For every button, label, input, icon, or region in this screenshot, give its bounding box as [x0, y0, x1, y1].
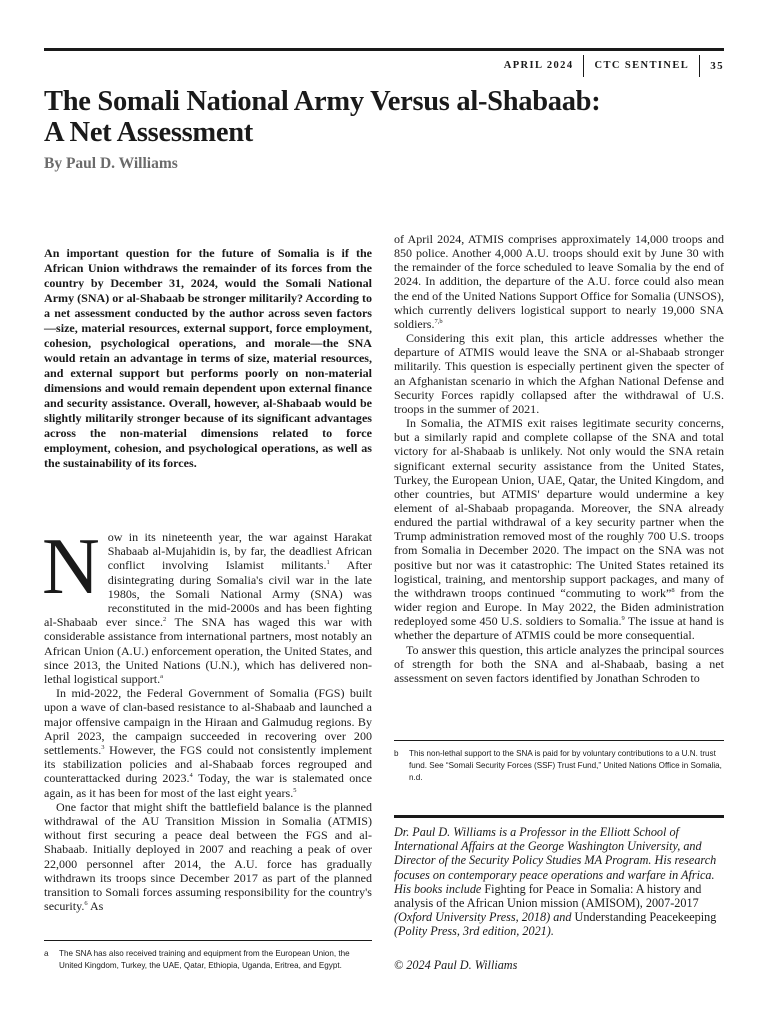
bio-text: (Polity Press, 3rd edition, 2021). [394, 924, 554, 939]
text-run: of April 2024, ATMIS comprises approximately 14,000 troops and 850 police. Another 4,000 A.U. troops should exit by June 30 with the remainder of the force scheduled to leave Somalia by the end of 2024. In addition, the departure of the A.U. force could also mean the end of the United Nations Support Office for Somalia (UNSOS), which currently delivers logistical support to nearly 19,000 SNA soldiers. [394, 232, 725, 331]
endnote-ref[interactable]: 5 [293, 786, 297, 794]
body-paragraph [394, 232, 724, 331]
text-run: The issue at hand is whether the departure of ATMIS could be more consequential. [394, 614, 724, 643]
right-column [394, 232, 724, 685]
publication-name: CTC SENTINEL [594, 60, 690, 71]
abstract: An important question for the future of Somalia is if the African Union withdraws the remainder of its forces from the country by December 31, 2024, would the Somali National Army (SNA) or al-Shabaab be stronger militarily? According to a net assessment conducted by the author across seven factors—size, material resources, external support, force employment, cohesion, psychological operations, and morale—the SNA would retain an advantage in terms of size, material resources, and external support but performs poorly on non-material dimensions and would remain dependent upon external finance and security assistance. Overall, however, al-Shabaab would be slightly militarily stronger because of its significant advantages across the non-material dimensions related to force employment, cohesion, and psychological operations, as well as the sustainability of its forces. [44, 246, 372, 470]
text-run: In Somalia, the ATMIS exit raises legitimate security concerns, but a similarly rapid and complete collapse of the SNA and total victory for al-Shabaab is unlikely. Not only would the SNA retain significant external security assistance from the United States, Turkey, the European Union, UAE, Qatar, the United Kingdom, and other countries, but ATMIS' departure would undermine a key element of al-Shabaab propaganda. Moreover, the SNA already endured the partial withdrawal of a key security partner when the Trump administration removed most of the roughly 700 U.S. troops from Somalia in December 2020. The impact on the SNA was not positive but nor was it catastrophic: The United States retained its logistical, training, and mentorship support packages, and many of the withdrawn troops continued “commuting to work” [394, 416, 724, 600]
footnote-letter: a [44, 949, 49, 958]
text-run: ow in its nineteenth year, the war against Harakat Shabaab al-Mujahidin is, by far, the deadliest African conflict involving Islamist militants. [107, 530, 372, 573]
text-run: As [87, 899, 104, 914]
text-run: However, the FGS could not consistently implement its stabilization policies and al-Shabaab forces regrouped and counterattacked during 2023. [44, 743, 372, 786]
endnote-ref[interactable]: 3 [101, 744, 105, 752]
footnote-ref[interactable]: a [160, 673, 163, 681]
book-title: Understanding Peacekeeping [574, 910, 717, 925]
endnote-ref[interactable]: 2 [163, 616, 167, 624]
author-bio [394, 825, 724, 939]
left-body [42, 523, 372, 914]
text-run: from the wider region and Europe. In May 2022, the Biden administration redeployed some 450 U.S. soldiers to Somalia. [394, 585, 724, 629]
endnote-ref[interactable]: 1 [326, 559, 330, 567]
body-paragraph: To answer this question, this article analyzes the principal sources of strength for both the SNA and al-Shabaab, basing a net assessment on seven factors identified by Jonathan Schroden to [394, 642, 724, 685]
footnote-text: This non-lethal support to the SNA is paid for by voluntary contributions to a U.N. trust fund. See “Somali Security Forces (SSF) Trust Fund,” United Nations Office in Somalia, n.d. [409, 749, 722, 782]
article-title [44, 86, 734, 148]
body-paragraph [44, 686, 372, 800]
endnote-ref[interactable]: 8 [671, 586, 675, 594]
copyright: © 2024 Paul D. Williams [394, 958, 518, 972]
endnote-ref[interactable]: 7,b [434, 317, 443, 325]
bio-text: Dr. Paul D. Williams is a Professor in the Elliott School of International Affairs at the George Washington University, and Director of the Security Policy Studies MA Program. His research focuses on contemporary peace operations and warfare in Africa. His books include [394, 825, 717, 896]
footnote-rule [44, 940, 372, 941]
text-run: The SNA has waged this war with considerable assistance from international partners, most notably an African Union (A.U.) enforcement operation, the United States, and since 2013, the United Nations (U.N.), which has delivered non-lethal logistical support. [44, 615, 372, 687]
page-header [44, 48, 724, 77]
body-paragraph: Considering this exit plan, this article addresses whether the departure of ATMIS would leave the SNA or al-Shabaab stronger militarily. This question is especially pertinent given the specter of an Afghanistan scenario in which the Afghan National Defense and Security Forces rapidly collapsed after the withdrawal of U.S. troops in the summer of 2021. [394, 331, 724, 416]
title-line-2: A Net Assessment [44, 117, 253, 148]
footnote-a [44, 948, 372, 972]
byline: By Paul D. Williams [44, 155, 178, 172]
body-paragraph [44, 800, 372, 914]
bio-text: (Oxford University Press, 2018) and [394, 910, 575, 925]
text-run: Today, the war is stalemated once again, as it has been for most of the last eight years. [44, 771, 372, 800]
endnote-ref[interactable]: 9 [621, 615, 625, 623]
text-run: One factor that might shift the battlefield balance is the planned withdrawal of the AU Transition Mission in Somalia (ATMIS) without first securing a peace deal between the FGS and al-Shabaab. Initially deployed in 2007 and reaching a peak of over 22,000 personnel after 2014, the A.U. force has gradually withdrawn its troops since December 2017 as part of the planned transition to Somali forces assuming responsibility for the country's security. [44, 799, 372, 914]
footnote-b [394, 748, 724, 784]
bio-rule [394, 815, 724, 818]
footnote-text: The SNA has also received training and equipment from the European Union, the United Kingdom, Turkey, the UAE, Qatar, Ethiopia, Uganda, Eritrea, and Egypt. [59, 949, 350, 970]
body-paragraph [394, 416, 724, 643]
page-number: 35 [710, 59, 724, 72]
book-title: Fighting for Peace in Somalia: A history and analysis of the African Union mission (AMISOM), 2007-2017 [394, 881, 702, 911]
text-run: In mid-2022, the Federal Government of Somalia (FGS) built upon a wave of clan-based resistance to al-Shabaab and launched a major offensive campaign in the Hiraan and Galmudug regions. By April 2023, the campaign succeeded in recovering over 200 settlements. [44, 686, 372, 758]
drop-cap: N [42, 523, 100, 611]
footnote-rule [394, 740, 724, 741]
body-paragraph [42, 523, 372, 687]
title-line-1: The Somali National Army Versus al-Shabaab: [44, 86, 601, 117]
endnote-ref[interactable]: 4 [189, 772, 193, 780]
issue-date: APRIL 2024 [503, 60, 574, 71]
footnote-letter: b [394, 749, 399, 758]
header-row [494, 54, 724, 77]
text-run: After disintegrating during Somalia's civil war in the late 1980s, the Somali National Army (SNA) was reconstituted in the mid-2000s and has been fighting al-Shabaab ever since. [44, 558, 372, 630]
endnote-ref[interactable]: 6 [84, 900, 88, 908]
left-column [44, 246, 372, 504]
